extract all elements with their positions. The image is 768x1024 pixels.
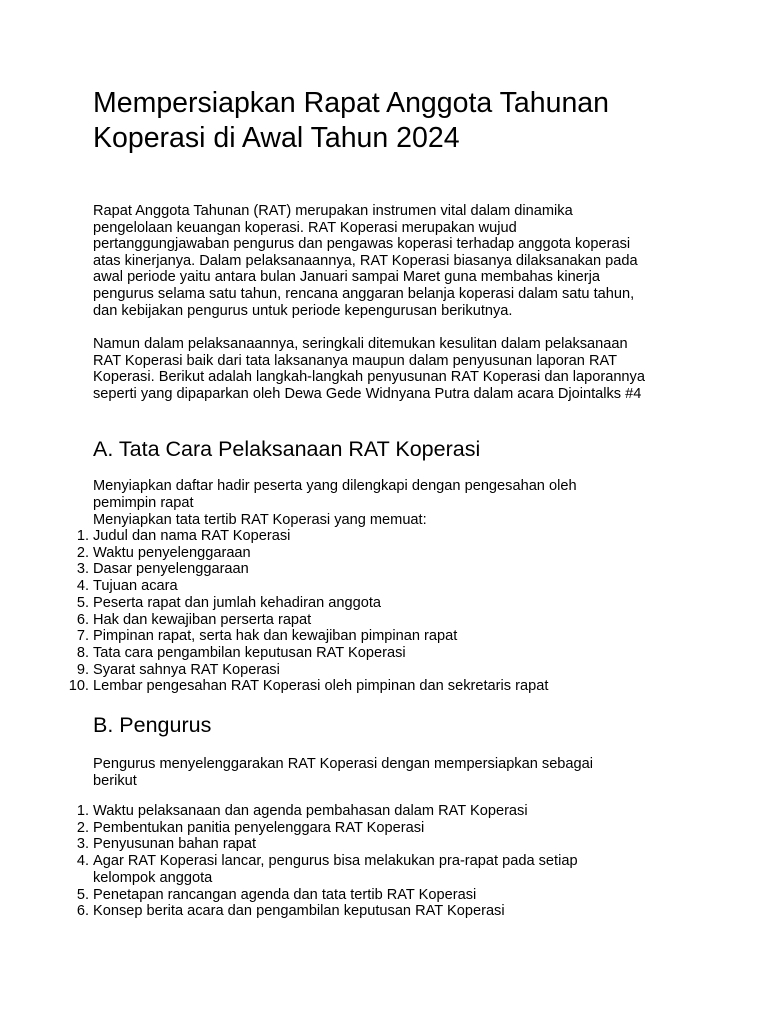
intro-paragraph-1: Rapat Anggota Tahunan (RAT) merupakan instrumen vital dalam dinamika pengelolaan keuangan koperasi. RAT Koperasi merupakan wujud pertanggungjawaban pengurus dan pengawas koperasi terhadap anggota koperasi atas kinerjanya. Dalam pelaksanaannya, RAT Koperasi biasanya dilaksanakan pada awal periode yaitu antara bulan Januari sampai Maret guna membahas kinerja pengurus selama satu tahun, rencana anggaran belanja koperasi dalam satu tahun, dan kebijakan pengurus untuk periode kepengurusan berikutnya. <box>93 203 638 319</box>
list-item-number: 10. <box>68 678 89 695</box>
list-item-number: 2. <box>76 544 89 561</box>
list-item-number: 5. <box>76 594 89 611</box>
list-item-number: 4. <box>76 578 89 595</box>
list-item-text: Agar RAT Koperasi lancar, pengurus bisa melakukan pra-rapat pada setiap kelompok anggota <box>93 853 578 886</box>
list-item-text: Dasar penyelenggaraan <box>93 561 249 578</box>
section-b-heading: B. Pengurus <box>93 713 212 737</box>
list-item-number: 1. <box>76 528 89 544</box>
list-item <box>76 886 653 904</box>
list-item-number: 6. <box>76 903 89 920</box>
list-item-number: 4. <box>76 853 89 870</box>
list-item-text: Penetapan rancangan agenda dan tata tertib RAT Koperasi <box>93 886 477 903</box>
intro-paragraph-2: Namun dalam pelaksanaannya, seringkali ditemukan kesulitan dalam pelaksanaan RAT Koperasi baik dari tata laksananya maupun dalam penyusunan laporan RAT Koperasi. Berikut adalah langkah-langkah penyusunan RAT Koperasi dan laporannya seperti yang dipaparkan oleh Dewa Gede Widnyana Putra dalam acara Djointalks #4 <box>93 336 645 402</box>
list-item <box>76 544 653 562</box>
list-item-text: Hak dan kewajiban perserta rapat <box>93 611 312 628</box>
list-item-number: 9. <box>76 661 89 678</box>
document-title: Mempersiapkan Rapat Anggota Tahunan Koperasi di Awal Tahun 2024 <box>93 87 610 154</box>
list-item <box>76 594 653 612</box>
list-item-text: Pembentukan panitia penyelenggara RAT Koperasi <box>93 819 425 836</box>
list-item-number: 3. <box>76 836 89 853</box>
list-item <box>76 561 653 578</box>
list-item-number: 7. <box>76 628 89 645</box>
list-item <box>68 678 653 695</box>
list-item-text: Tata cara pengambilan keputusan RAT Koperasi <box>93 644 406 661</box>
section-a-paragraph-2: Menyiapkan tata tertib RAT Koperasi yang memuat: <box>93 512 427 528</box>
list-item <box>76 578 653 595</box>
list-item <box>76 819 653 837</box>
list-item <box>76 803 653 820</box>
list-item <box>76 661 653 679</box>
list-item <box>76 628 653 645</box>
list-item <box>76 611 653 629</box>
list-item-text: Peserta rapat dan jumlah kehadiran anggota <box>93 594 382 611</box>
list-item-text: Konsep berita acara dan pengambilan keputusan RAT Koperasi <box>93 903 505 920</box>
list-item-number: 3. <box>76 561 89 578</box>
list-item <box>76 528 653 545</box>
list-item-number: 8. <box>76 644 89 661</box>
list-item-text: Penyusunan bahan rapat <box>93 836 257 853</box>
list-item-text: Waktu penyelenggaraan <box>93 544 251 561</box>
list-item-text: Pimpinan rapat, serta hak dan kewajiban pimpinan rapat <box>93 628 458 645</box>
list-item-number: 2. <box>76 819 89 836</box>
list-item-number: 6. <box>76 611 89 628</box>
section-a-heading: A. Tata Cara Pelaksanaan RAT Koperasi <box>93 437 481 461</box>
section-b-list <box>76 803 653 920</box>
list-item-text: Judul dan nama RAT Koperasi <box>93 528 291 544</box>
list-item-number: 1. <box>76 803 89 819</box>
list-item-text: Lembar pengesahan RAT Koperasi oleh pimpinan dan sekretaris rapat <box>93 678 549 695</box>
list-item-text: Waktu pelaksanaan dan agenda pembahasan dalam RAT Koperasi <box>93 803 528 819</box>
list-item <box>76 903 653 920</box>
section-a-paragraph-1: Menyiapkan daftar hadir peserta yang dilengkapi dengan pengesahan oleh pemimpin rapat <box>93 478 577 511</box>
list-item-text: Tujuan acara <box>93 578 178 595</box>
list-item <box>76 853 628 886</box>
section-a-list <box>68 528 653 695</box>
list-item-number: 5. <box>76 886 89 903</box>
list-item-text: Syarat sahnya RAT Koperasi <box>93 661 280 678</box>
list-item <box>76 836 653 853</box>
list-item <box>76 644 653 662</box>
section-b-paragraph-1: Pengurus menyelenggarakan RAT Koperasi dengan mempersiapkan sebagai berikut <box>93 756 594 789</box>
